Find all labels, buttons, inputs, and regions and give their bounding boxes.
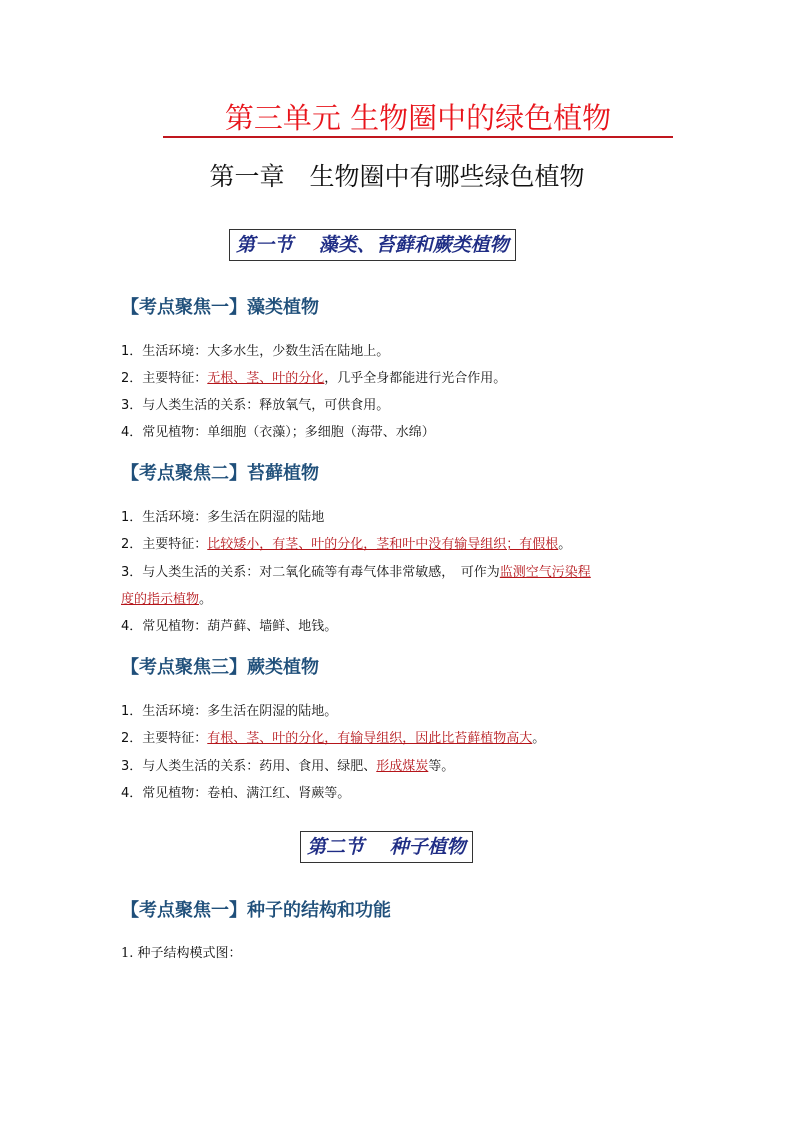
key-point: 有根、茎、叶的分化，有输导组织，因此比苔藓植物高大 bbox=[207, 731, 533, 746]
list-item: 4．常见植物：单细胞（衣藻）；多细胞（海带、水绵） bbox=[121, 425, 435, 440]
list-item: 2．主要特征：比较矮小，有茎、叶的分化，茎和叶中没有输导组织；有假根。 bbox=[121, 537, 572, 552]
list-item: 2．主要特征：无根、茎、叶的分化，几乎全身都能进行光合作用。 bbox=[121, 371, 507, 386]
focus-heading-algae: 【考点聚焦一】藻类植物 bbox=[121, 297, 319, 318]
section-2-title: 第二节 种子植物 bbox=[300, 831, 473, 863]
list-item: 度的指示植物。 bbox=[121, 592, 213, 607]
key-point: 比较矮小，有茎、叶的分化，茎和叶中没有输导组织；有假根 bbox=[207, 537, 559, 552]
list-item: 3．与人类生活的关系：药用、食用、绿肥、形成煤炭等。 bbox=[121, 759, 455, 774]
list-item: 2．主要特征：有根、茎、叶的分化，有输导组织，因此比苔藓植物高大。 bbox=[121, 731, 546, 746]
focus-heading-seed: 【考点聚焦一】种子的结构和功能 bbox=[121, 900, 391, 921]
section-1-title: 第一节 藻类、苔藓和蕨类植物 bbox=[229, 229, 516, 261]
key-point: 形成煤炭 bbox=[376, 759, 429, 774]
list-item: 3．与人类生活的关系：释放氧气，可供食用。 bbox=[121, 398, 390, 413]
list-item: 4．常见植物：卷柏、满江红、肾蕨等。 bbox=[121, 786, 351, 801]
list-item: 4．常见植物：葫芦藓、墙鲜、地钱。 bbox=[121, 619, 338, 634]
key-point: 监测空气污染程 bbox=[499, 565, 591, 580]
unit-title: 第三单元 生物圈中的绿色植物 bbox=[163, 100, 673, 138]
list-item: 3．与人类生活的关系：对二氧化硫等有毒气体非常敏感， 可作为监测空气污染程 bbox=[121, 565, 591, 580]
list-item: 1．生活环境：大多水生，少数生活在陆地上。 bbox=[121, 344, 390, 359]
key-point: 无根、茎、叶的分化 bbox=[207, 371, 325, 386]
focus-heading-moss: 【考点聚焦二】苔藓植物 bbox=[121, 463, 319, 484]
key-point: 度的指示植物 bbox=[121, 592, 200, 607]
list-item: 1．生活环境：多生活在阴湿的陆地 bbox=[121, 510, 325, 525]
list-item: 1．生活环境：多生活在阴湿的陆地。 bbox=[121, 704, 338, 719]
list-item: 1. 种子结构模式图： bbox=[121, 946, 242, 961]
chapter-title: 第一章 生物圈中有哪些绿色植物 bbox=[209, 162, 585, 191]
focus-heading-fern: 【考点聚焦三】蕨类植物 bbox=[121, 657, 319, 678]
